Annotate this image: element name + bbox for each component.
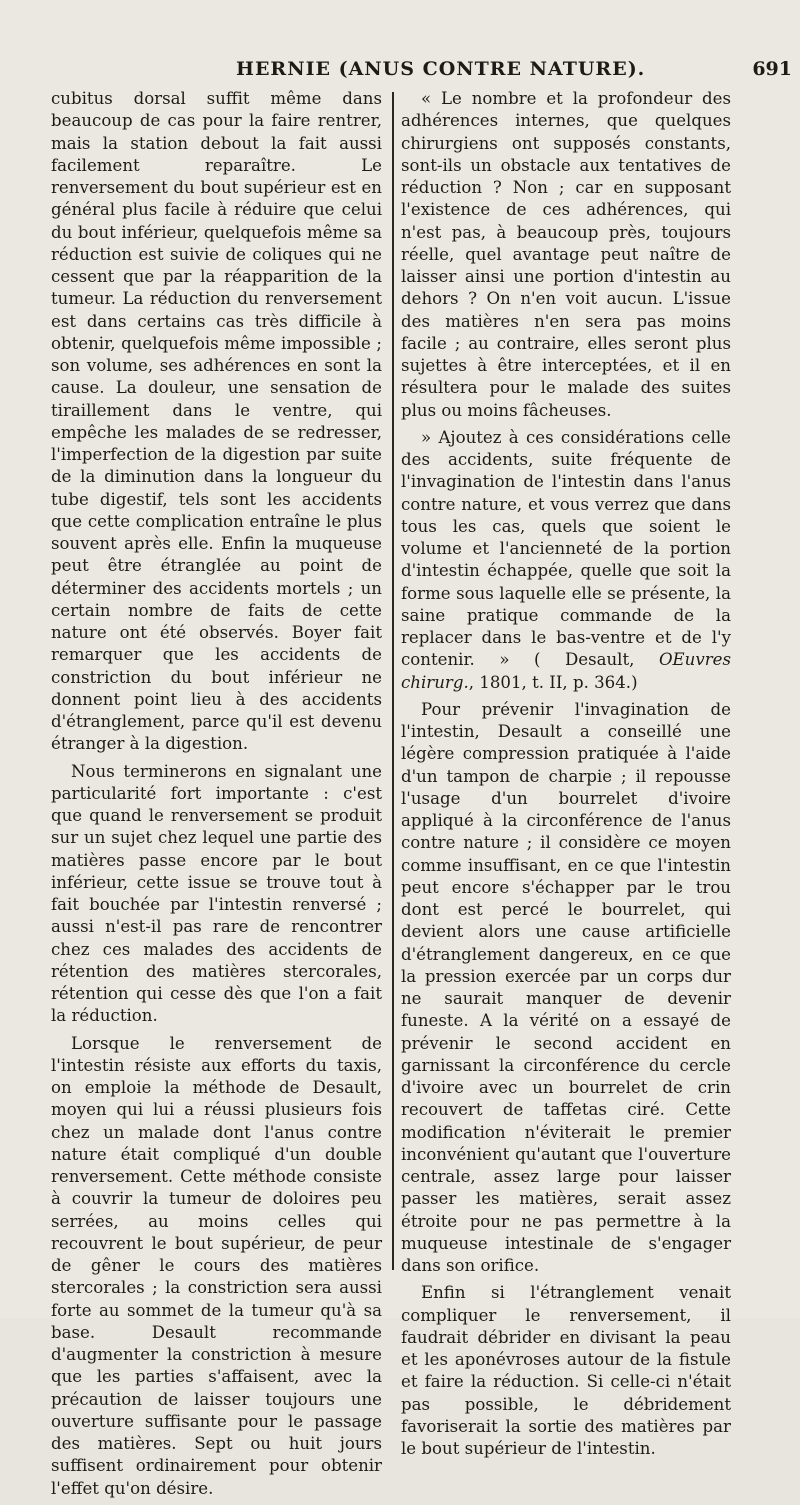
- right-column: [401, 88, 731, 1465]
- paragraph: Lorsque le renversement de l'intestin résiste aux efforts du taxis, on emploie la méthode de Desault, moyen qui lui a réussi plusieurs fois chez un malade dont l'anus contre nature était compliqué d'un double renversement. Cette méthode consiste à couvrir la tumeur de doloires peu serrées, au moins celles qui recouvrent le bout supérieur, de peur de gêner le cours des matières stercorales ; la constriction sera aussi forte au sommet de la tumeur qu'à sa base. Desault recommande d'augmenter la constriction à mesure que les parties s'affaisent, avec la précaution de laisser toujours une ouverture suffisante pour le passage des matières. Sept ou huit jours suffisent ordinairement pour obtenir l'effet qu'on désire.: [51, 1033, 382, 1498]
- column-divider: [392, 92, 394, 1270]
- citation-title: OEuvres chirurg.: [401, 650, 731, 692]
- page-header: [0, 56, 800, 88]
- page-number: 691: [752, 58, 792, 80]
- paragraph-text: » Ajoutez à ces considérations celle des accidents, suite fréquente de l'invagination de l'intestin dans l'anus contre nature, et vous verrez que dans tous les cas, quels que soient le volume et l'ancienneté de la portion d'intestin échappée, quelle que soit la forme sous laquelle elle se présente, la saine pratique commande de la replacer dans le bas-ventre et de l'y contenir. » ( Desault,: [401, 427, 731, 670]
- running-title: HERNIE (ANUS CONTRE NATURE).: [236, 58, 646, 80]
- paragraph: Enfin si l'étranglement venait compliquer le renversement, il faudrait débrider en divisant la peau et les aponévroses autour de la fistule et faire la réduction. Si celle-ci n'était pas possible, le débridement favoriserait la sortie des matières par le bout supérieur de l'intestin.: [401, 1283, 731, 1458]
- citation-details: , 1801, t. II, p. 364.): [468, 672, 638, 692]
- paragraph-with-citation: [401, 427, 731, 694]
- paragraph: Pour prévenir l'invagination de l'intestin, Desault a conseillé une légère compression pratiquée à l'aide d'un tampon de charpie ; il repousse l'usage d'un bourrelet d'ivoire appliqué à la circonférence de l'anus contre nature ; il considère ce moyen comme insuffisant, en ce que l'intestin peut encore s'échapper par le trou dont est percé le bourrelet, qui devient alors une cause artificielle d'étranglement dangereux, en ce que la pression exercée par un corps dur ne saurait manquer de devenir funeste. A la vérité on a essayé de prévenir le second accident en garnissant la circonférence du cercle d'ivoire avec un bourrelet de crin recouvert de taffetas ciré. Cette modification n'éviterait le premier inconvénient qu'autant que l'ouverture centrale, assez large pour laisser passer les matières, serait assez étroite pour ne pas permettre à la muqueuse intestinale de s'engager dans son orifice.: [401, 699, 731, 1275]
- paragraph: « Le nombre et la profondeur des adhérences internes, que quelques chirurgiens ont supposés constants, sont-ils un obstacle aux tentatives de réduction ? Non ; car en supposant l'existence de ces adhérences, qui n'est pas, à beaucoup près, toujours réelle, quel avantage peut naître de laisser ainsi une portion d'intestin au dehors ? On n'en voit aucun. L'issue des matières n'en sera pas moins facile ; au contraire, elles seront plus sujettes à être interceptées, et il en résultera pour le malade des suites plus ou moins fâcheuses.: [401, 89, 731, 420]
- paragraph: cubitus dorsal suffit même dans beaucoup de cas pour la faire rentrer, mais la station debout la fait aussi facilement reparaître. Le renversement du bout supérieur est en général plus facile à réduire que celui du bout inférieur, quelquefois même sa réduction est suivie de coliques qui ne cessent que par la réapparition de la tumeur. La réduction du renversement est dans certains cas très difficile à obtenir, quelquefois même impossible ; son volume, ses adhérences en sont la cause. La douleur, une sensation de tiraillement dans le ventre, qui empêche les malades de se redresser, l'imperfection de la digestion par suite de la diminution dans la longueur du tube digestif, tels sont les accidents que cette complication entraîne le plus souvent après elle. Enfin la muqueuse peut être étranglée au point de déterminer des accidents mortels ; un certain nombre de faits de cette nature ont été observés. Boyer fait remarquer que les accidents de constriction du bout inférieur ne donnent point lieu à des accidents d'étranglement, parce qu'il est devenu étranger à la digestion.: [51, 89, 382, 754]
- left-column: [51, 88, 382, 1505]
- paragraph: Nous terminerons en signalant une particularité fort importante : c'est que quand le renversement se produit sur un sujet chez lequel une partie des matières passe encore par le bout inférieur, cette issue se trouve tout à fait bouchée par l'intestin renversé ; aussi n'est-il pas rare de rencontrer chez ces malades des accidents de rétention des matières stercorales, rétention qui cesse dès que l'on a fait la réduction.: [51, 761, 382, 1026]
